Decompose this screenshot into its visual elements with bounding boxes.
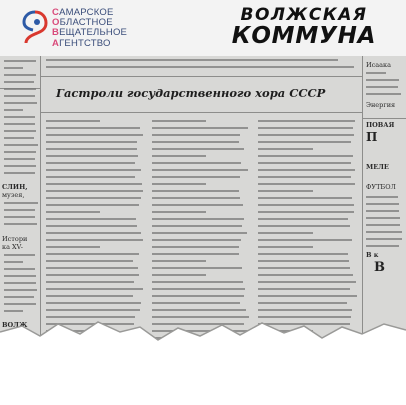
text-line bbox=[46, 218, 136, 220]
text-line bbox=[152, 288, 245, 290]
text-line bbox=[4, 282, 36, 284]
text-line bbox=[46, 288, 143, 290]
text-line bbox=[4, 275, 36, 277]
text-fragment: МЕЛЕ bbox=[366, 163, 389, 171]
text-line bbox=[366, 231, 402, 233]
text-line bbox=[366, 203, 399, 205]
text-line bbox=[46, 274, 139, 276]
article-top-rule bbox=[40, 76, 362, 77]
text-line bbox=[152, 141, 239, 143]
text-fragment: Исаака bbox=[366, 61, 391, 69]
text-line bbox=[152, 281, 243, 283]
text-line bbox=[152, 274, 206, 276]
text-line bbox=[258, 134, 354, 136]
text-fragment: В bbox=[374, 260, 385, 275]
text-line bbox=[366, 245, 399, 247]
text-line bbox=[258, 225, 350, 227]
text-line bbox=[258, 309, 352, 311]
newspaper-page bbox=[0, 56, 406, 346]
text-line bbox=[4, 254, 35, 256]
text-line bbox=[152, 162, 241, 164]
text-line bbox=[152, 176, 240, 178]
text-line bbox=[4, 74, 36, 76]
text-line bbox=[46, 176, 135, 178]
text-line bbox=[4, 67, 23, 69]
text-line bbox=[152, 260, 206, 262]
text-line bbox=[258, 239, 352, 241]
text-line bbox=[46, 197, 141, 199]
text-line bbox=[366, 210, 399, 212]
text-fragment: П bbox=[366, 130, 378, 144]
text-fragment: СЛИН, bbox=[2, 183, 28, 191]
text-line bbox=[258, 204, 354, 206]
text-line bbox=[4, 81, 34, 83]
text-line bbox=[46, 295, 133, 297]
column-divider bbox=[362, 56, 363, 346]
text-line bbox=[152, 309, 246, 311]
text-line bbox=[258, 169, 355, 171]
text-line bbox=[258, 281, 356, 283]
text-line bbox=[46, 183, 142, 185]
text-line bbox=[152, 246, 239, 248]
text-line bbox=[258, 260, 349, 262]
text-line bbox=[4, 268, 35, 270]
text-line bbox=[258, 155, 353, 157]
text-line bbox=[258, 253, 348, 255]
text-line bbox=[258, 246, 313, 248]
text-line bbox=[4, 130, 36, 132]
text-line bbox=[152, 211, 206, 213]
text-line bbox=[4, 165, 36, 167]
text-line bbox=[258, 141, 351, 143]
text-line bbox=[258, 232, 313, 234]
text-line bbox=[258, 197, 352, 199]
agency-line: ВЕЩАТЕЛЬНОЕ bbox=[52, 27, 128, 39]
text-line bbox=[46, 59, 338, 61]
text-line bbox=[46, 134, 143, 136]
torn-paper-edge bbox=[0, 318, 406, 405]
text-fragment: Энергия bbox=[366, 101, 396, 109]
text-line bbox=[152, 155, 206, 157]
text-line bbox=[46, 120, 100, 122]
text-line bbox=[366, 79, 399, 81]
text-line bbox=[4, 151, 36, 153]
text-line bbox=[4, 296, 34, 298]
text-line bbox=[4, 95, 35, 97]
text-line bbox=[152, 190, 239, 192]
text-fragment: В к bbox=[366, 251, 379, 259]
text-line bbox=[4, 123, 35, 125]
text-line bbox=[4, 144, 38, 146]
header-bar bbox=[0, 0, 406, 56]
text-line bbox=[258, 176, 351, 178]
text-line bbox=[46, 148, 137, 150]
text-line bbox=[152, 204, 243, 206]
newspaper-masthead bbox=[224, 6, 384, 49]
text-line bbox=[152, 134, 240, 136]
text-line bbox=[152, 239, 241, 241]
text-line bbox=[258, 162, 351, 164]
text-line bbox=[366, 238, 402, 240]
text-line bbox=[46, 246, 100, 248]
text-fragment: Истори bbox=[2, 235, 28, 243]
text-fragment: ФУТБОЛ bbox=[366, 183, 396, 191]
text-line bbox=[4, 88, 36, 90]
text-line bbox=[152, 253, 239, 255]
text-line bbox=[46, 169, 141, 171]
text-line bbox=[258, 127, 353, 129]
text-fragment: ПОВАЯ bbox=[366, 121, 395, 129]
text-line bbox=[46, 162, 135, 164]
text-line bbox=[4, 289, 37, 291]
text-line bbox=[46, 239, 143, 241]
text-line bbox=[46, 204, 139, 206]
text-line bbox=[46, 281, 134, 283]
text-line bbox=[152, 295, 244, 297]
text-line bbox=[258, 148, 313, 150]
agency-logo-icon bbox=[22, 10, 48, 44]
text-line bbox=[258, 211, 354, 213]
text-line bbox=[4, 60, 36, 62]
text-line bbox=[46, 267, 138, 269]
text-line bbox=[46, 260, 133, 262]
text-line bbox=[152, 127, 248, 129]
text-line bbox=[258, 302, 347, 304]
agency-line: АГЕНТСТВО bbox=[52, 37, 111, 49]
text-line bbox=[258, 288, 350, 290]
text-line bbox=[258, 183, 355, 185]
text-line bbox=[46, 253, 139, 255]
agency-line: ОБЛАСТНОЕ bbox=[52, 17, 113, 29]
text-line bbox=[4, 137, 34, 139]
article-headline: Гастроли государственного хора СССР bbox=[56, 86, 326, 100]
text-line bbox=[4, 102, 37, 104]
column-divider bbox=[40, 56, 41, 346]
right-column-rule bbox=[362, 118, 406, 119]
text-line bbox=[46, 309, 140, 311]
text-line bbox=[366, 86, 398, 88]
text-line bbox=[4, 172, 35, 174]
text-line bbox=[258, 295, 357, 297]
text-line bbox=[46, 141, 137, 143]
text-line bbox=[258, 120, 355, 122]
text-line bbox=[4, 261, 23, 263]
text-line bbox=[4, 116, 35, 118]
text-line bbox=[152, 183, 206, 185]
text-fragment: ВОЛЖ bbox=[2, 321, 28, 329]
text-line bbox=[4, 216, 35, 218]
text-line bbox=[152, 267, 242, 269]
text-line bbox=[4, 202, 38, 204]
text-line bbox=[46, 190, 143, 192]
text-line bbox=[152, 218, 244, 220]
text-fragment: ка XV- bbox=[2, 243, 23, 251]
text-line bbox=[46, 66, 354, 68]
text-line bbox=[4, 303, 36, 305]
text-line bbox=[258, 267, 350, 269]
text-line bbox=[366, 224, 400, 226]
text-line bbox=[258, 190, 313, 192]
text-line bbox=[366, 217, 400, 219]
text-line bbox=[46, 302, 141, 304]
text-line bbox=[366, 196, 398, 198]
text-line bbox=[4, 209, 35, 211]
text-line bbox=[258, 274, 353, 276]
text-line bbox=[4, 158, 35, 160]
agency-name bbox=[52, 8, 127, 49]
text-line bbox=[152, 120, 206, 122]
masthead-line-2: КОММУНА bbox=[231, 23, 377, 49]
text-line bbox=[4, 109, 23, 111]
text-fragment: музея, bbox=[2, 191, 25, 199]
text-line bbox=[46, 155, 138, 157]
text-line bbox=[152, 197, 240, 199]
text-line bbox=[152, 148, 244, 150]
text-line bbox=[152, 225, 242, 227]
text-line bbox=[258, 218, 348, 220]
text-line bbox=[366, 72, 386, 74]
text-line bbox=[46, 211, 100, 213]
text-line bbox=[4, 223, 37, 225]
agency-line: САМАРСКОЕ bbox=[52, 7, 114, 18]
text-line bbox=[152, 232, 247, 234]
text-line bbox=[152, 302, 240, 304]
text-line bbox=[46, 225, 137, 227]
text-line bbox=[4, 310, 23, 312]
text-line bbox=[46, 232, 141, 234]
masthead-line-1: ВОЛЖСКАЯ bbox=[240, 5, 368, 25]
headline-rule bbox=[40, 112, 362, 113]
text-line bbox=[152, 169, 248, 171]
text-line bbox=[46, 127, 140, 129]
text-line bbox=[366, 93, 401, 95]
